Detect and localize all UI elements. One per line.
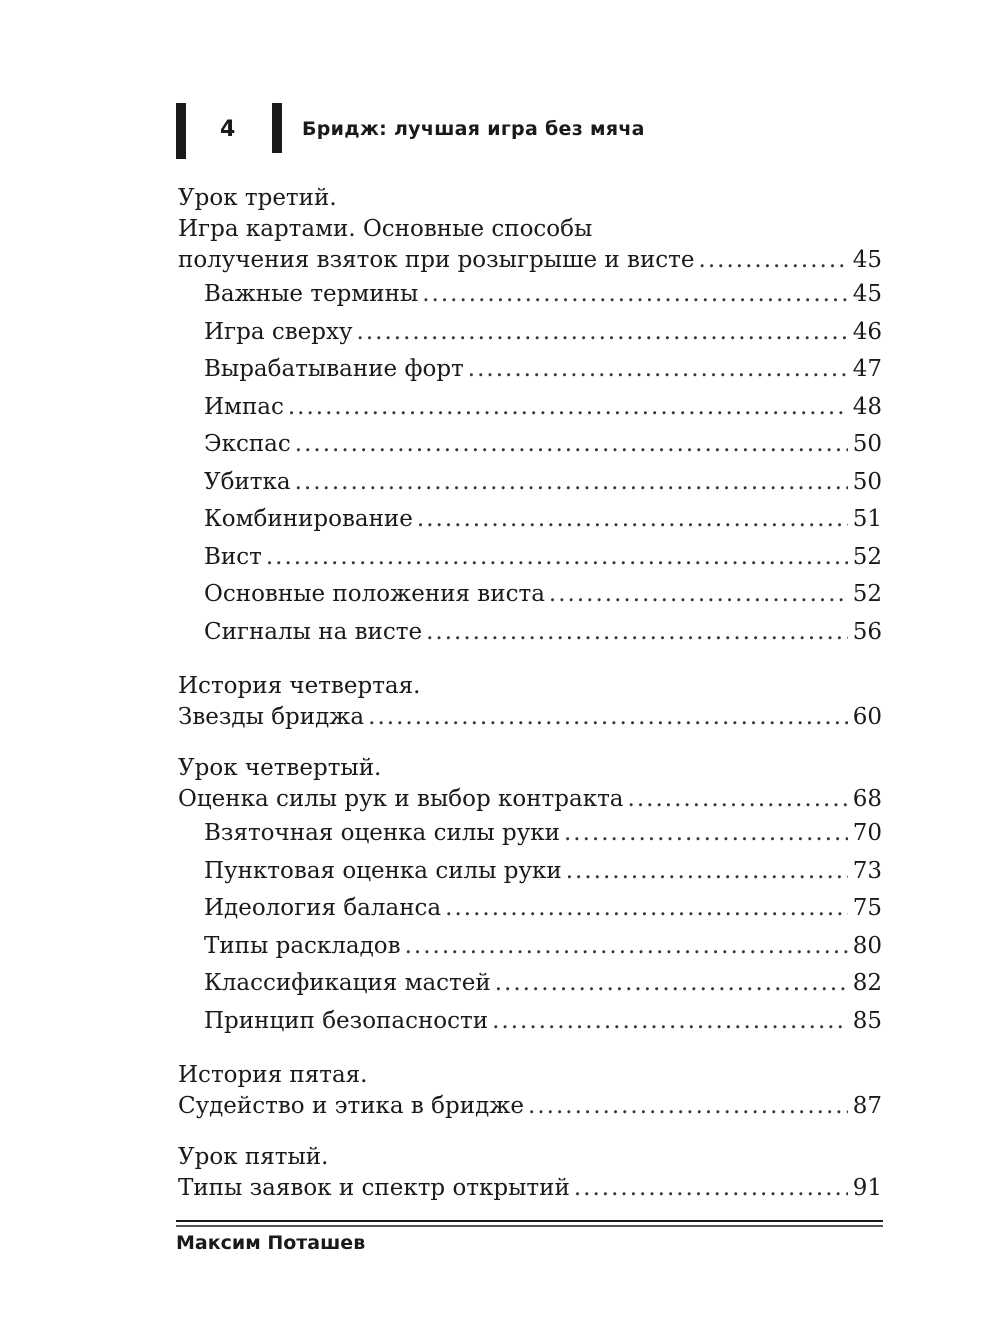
footer-rule [176,1220,883,1222]
toc-subentry [178,351,882,389]
toc-entry-title: Вырабатывание форт [204,356,464,382]
toc-entry-title: Важные термины [204,281,419,307]
toc-entry-title: Экспас [204,431,291,457]
toc-page-number: 52 [852,543,882,570]
author-name: Максим Поташев [176,1232,366,1254]
toc-entry-title: Оценка силы рук и выбор контракта [178,786,624,812]
dot-leader [295,464,848,502]
header-bar-left [176,103,186,159]
footer-rule-thin [176,1225,883,1227]
toc-subentry [178,576,882,614]
book-title: Бридж: лучшая игра без мяча [302,118,645,140]
toc-page-number: 45 [852,247,882,273]
dot-leader [422,276,848,314]
toc-section-title: История четвертая. [178,673,421,699]
toc-subentry [178,614,882,652]
dot-leader [628,784,848,815]
toc-subentry [178,464,882,502]
toc-section-title: Урок третий. [178,185,337,211]
dot-leader [564,815,848,853]
toc-page-number: 80 [852,932,882,959]
toc-entry-title: Классификация мастей [204,970,491,996]
dot-leader [426,614,848,652]
dot-leader [266,539,848,577]
toc-section-title: Игра картами. Основные способы [178,216,593,242]
toc-entry [178,1091,882,1122]
toc-page-number: 52 [852,581,882,607]
toc-page-number: 48 [852,393,882,420]
toc-page-number: 46 [852,318,882,345]
toc-page-number: 60 [852,704,882,730]
toc-entry-title: Комбинирование [204,506,413,532]
toc-entry-title: получения взяток при розыгрыше и висте [178,247,695,273]
toc-subentry [178,501,882,539]
toc-entry-title: Игра сверху [204,318,353,345]
toc-section [178,753,882,1040]
toc-page-number: 47 [852,356,882,382]
dot-leader [368,702,848,733]
toc-entry-title: Типы заявок и спектр открытий [178,1175,570,1201]
toc-page-number: 51 [852,506,882,532]
toc-subentry [178,965,882,1003]
toc-page-number: 50 [852,468,882,495]
dot-leader [295,426,848,464]
toc-section [178,1060,882,1122]
toc-page-number: 87 [852,1093,882,1119]
dot-leader [699,245,848,276]
dot-leader [288,389,848,427]
toc-section-title: История пятая. [178,1062,368,1088]
toc-page-number: 85 [852,1007,882,1034]
dot-leader [549,576,848,614]
toc-page-number: 70 [852,820,882,846]
dot-leader [468,351,848,389]
toc-subentry [178,539,882,577]
dot-leader [357,314,848,352]
table-of-contents [178,183,882,1224]
toc-subentry [178,276,882,314]
toc-subentry [178,314,882,352]
toc-page-number: 50 [852,431,882,457]
dot-leader [492,1003,848,1041]
toc-section [178,183,882,651]
toc-entry-title: Принцип безопасности [204,1007,489,1034]
toc-section [178,1142,882,1204]
toc-entry-title: Типы раскладов [204,932,401,959]
dot-leader [566,853,848,891]
page-number: 4 [220,117,236,142]
toc-entry-title: Основные положения виста [204,581,545,607]
toc-entry [178,1173,882,1204]
toc-subentry [178,1003,882,1041]
toc-subentry [178,890,882,928]
dot-leader [574,1173,848,1204]
header-bar-separator [272,103,282,153]
toc-page-number: 73 [852,857,882,884]
toc-section [178,671,882,733]
toc-entry-title: Импас [204,393,284,420]
toc-entry-title: Взяточная оценка силы руки [204,820,560,846]
toc-entry [178,702,882,733]
toc-subentry [178,853,882,891]
toc-entry-title: Звезды бриджа [178,704,365,730]
toc-subentry [178,815,882,853]
dot-leader [528,1091,848,1122]
dot-leader [405,928,848,966]
dot-leader [445,890,848,928]
toc-entry-title: Убитка [204,468,291,495]
toc-entry-title: Вист [204,543,262,570]
toc-subentry [178,426,882,464]
toc-page-number: 45 [852,281,882,307]
toc-entry-title: Идеология баланса [204,895,442,921]
toc-entry-title: Судейство и этика в бридже [178,1093,525,1119]
toc-page-number: 75 [852,895,882,921]
toc-subentry [178,389,882,427]
running-header [176,103,896,159]
toc-section-title: Урок четвертый. [178,755,382,781]
toc-page-number: 91 [852,1175,882,1201]
dot-leader [495,965,848,1003]
toc-entry-title: Пунктовая оценка силы руки [204,857,562,884]
toc-entry-title: Сигналы на висте [204,618,423,645]
toc-entry [178,245,882,276]
toc-subentry [178,928,882,966]
toc-page-number: 68 [852,786,882,812]
toc-page-number: 82 [852,970,882,996]
toc-entry [178,784,882,815]
toc-section-title: Урок пятый. [178,1144,329,1170]
toc-page-number: 56 [852,618,882,645]
dot-leader [417,501,848,539]
